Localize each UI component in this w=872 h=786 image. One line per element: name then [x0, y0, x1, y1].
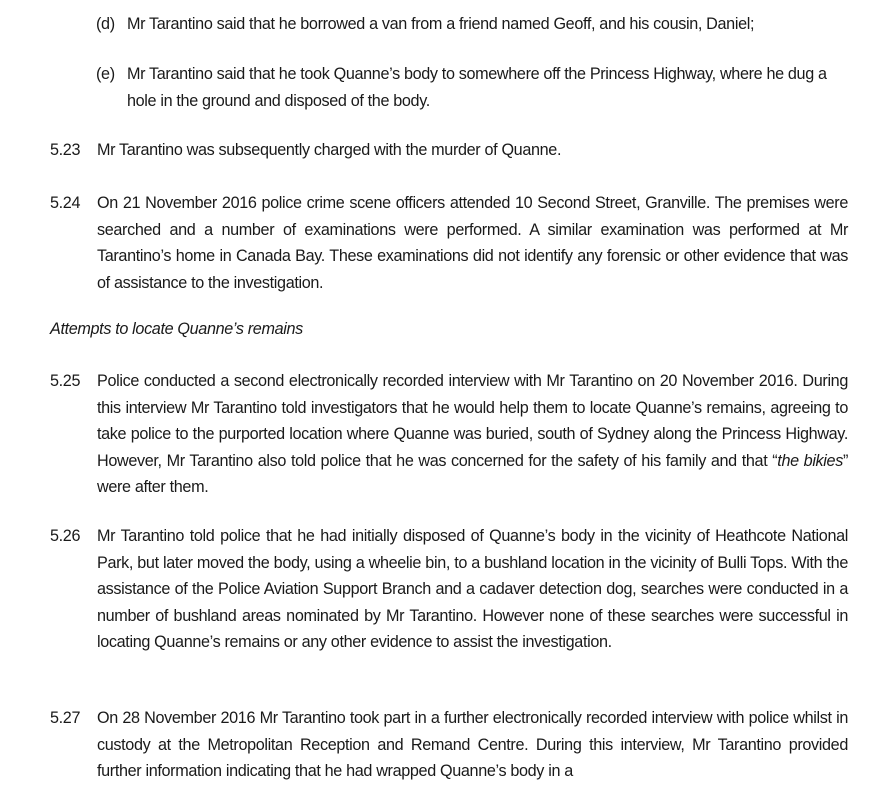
text-segment: ” were after them.: [97, 451, 848, 496]
paragraph-number: 5.25: [50, 372, 81, 390]
paragraph-5-23: [50, 137, 848, 164]
paragraph-text: On 21 November 2016 police crime scene officers attended 10 Second Street, Granville. The premises were searched and a number of examinations were performed. A similar examination was performed at Mr Tarantino’s home in Canada Bay. These examinations did not identify any forensic or other evidence that was of assistance to the investigation.: [97, 194, 848, 292]
paragraph-5-24: [50, 190, 848, 296]
sub-item-label: (e): [96, 65, 115, 83]
text-segment: Police conducted a second electronically recorded interview with Mr Tarantino on 20 November 2016. During this interview Mr Tarantino told investigators that he would help them to locate Quanne’s remains, agreeing to take police to the purported location where Quanne was buried, south of Sydney along the Princess Highway. However, Mr Tarantino also told police that he was concerned for the safety of his family and that “: [97, 372, 848, 470]
sub-item-label: (d): [96, 15, 115, 33]
paragraph-5-27: [50, 705, 848, 785]
section-heading: Attempts to locate Quanne’s remains: [50, 320, 303, 338]
paragraph-number: 5.23: [50, 141, 81, 159]
paragraph-text: Mr Tarantino told police that he had initially disposed of Quanne’s body in the vicinity of Heathcote National Park, but later moved the body, using a wheelie bin, to a bushland location in the vicinity of Bulli Tops. With the assistance of the Police Aviation Support Branch and a cadaver detection dog, searches were conducted in a number of bushland areas nominated by Mr Tarantino. However none of these searches were successful in locating Quanne’s remains or any other evidence to assist the investigation.: [97, 527, 848, 651]
paragraph-number: 5.24: [50, 194, 81, 212]
paragraph-5-25: [50, 368, 848, 501]
sub-item-text: Mr Tarantino said that he borrowed a van from a friend named Geoff, and his cousin, Daniel;: [127, 15, 755, 33]
paragraph-number: 5.26: [50, 527, 81, 545]
paragraph-5-26: [50, 523, 848, 656]
sub-item-d: [96, 11, 848, 38]
paragraph-text: On 28 November 2016 Mr Tarantino took part in a further electronically recorded interview with police whilst in custody at the Metropolitan Reception and Remand Centre. During this interview, Mr Tarantino provided further information indicating that he had wrapped Quanne’s body in a: [97, 709, 848, 780]
paragraph-number: 5.27: [50, 709, 81, 727]
paragraph-text: [97, 368, 848, 501]
paragraph-text: Mr Tarantino was subsequently charged with the murder of Quanne.: [97, 141, 562, 159]
sub-item-text: Mr Tarantino said that he took Quanne’s body to somewhere off the Princess Highway, where he dug a hole in the ground and disposed of the body.: [127, 65, 827, 110]
sub-item-e: [96, 61, 848, 114]
quoted-term: the bikies: [777, 451, 843, 470]
